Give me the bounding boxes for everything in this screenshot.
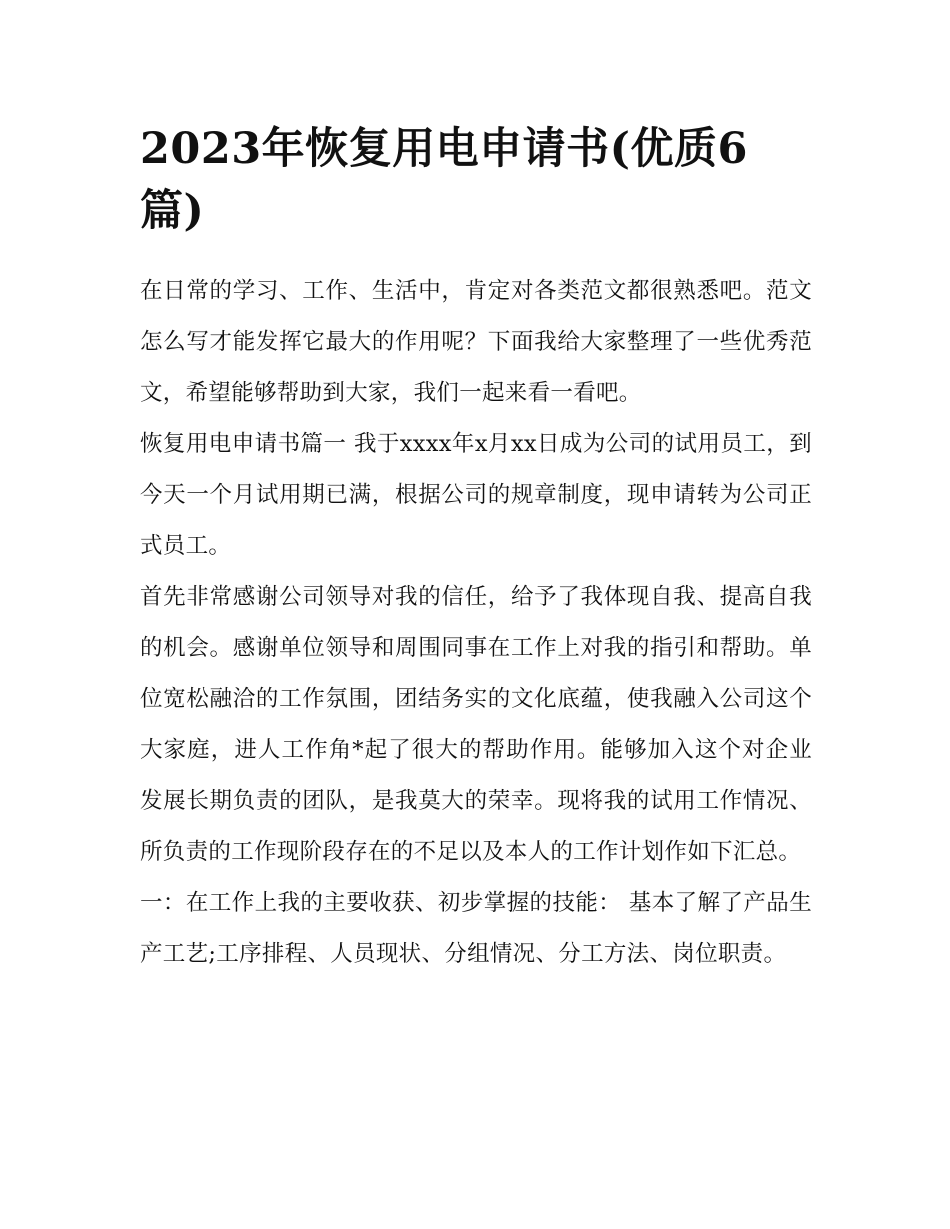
paragraph-skills: 一：在工作上我的主要收获、初步掌握的技能： 基本了解了产品生产工艺;工序排程、人员现状、分组情况、分工方法、岗位职责。 [140,890,812,967]
paragraph-application: 恢复用电申请书篇一 我于xxxx年x月xx日成为公司的试用员工，到今天一个月试用期已满，根据公司的规章制度，现申请转为公司正式员工。 [140,431,812,559]
document-title: 2023年恢复用电申请书(优质6篇) [140,124,748,236]
paragraph-intro: 在日常的学习、工作、生活中，肯定对各类范文都很熟悉吧。范文怎么写才能发挥它最大的作用呢？下面我给大家整理了一些优秀范文，希望能够帮助到大家，我们一起来看一看吧。 [140,278,812,406]
document-body [140,118,812,980]
paragraph-gratitude: 首先非常感谢公司领导对我的信任，给予了我体现自我、提高自我的机会。感谢单位领导和周围同事在工作上对我的指引和帮助。单位宽松融洽的工作氛围，团结务实的文化底蕴，使我融入公司这个大家庭，进人工作角*起了很大的帮助作用。能够加入这个对企业发展长期负责的团队，是我莫大的荣幸。现将我的试用工作情况、所负责的工作现阶段存在的不足以及本人的工作计划作如下汇总。 [140,584,812,865]
